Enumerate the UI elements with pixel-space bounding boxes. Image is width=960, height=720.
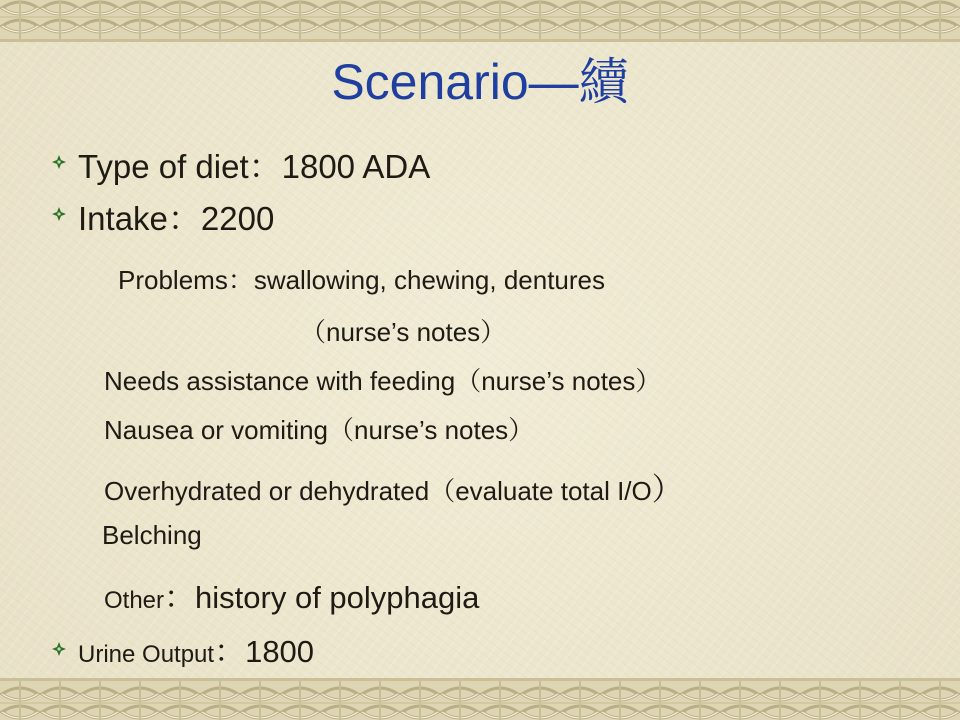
other-label: Other [104, 587, 165, 614]
hydration-line [104, 464, 683, 509]
slide-title: Scenario—續 [331, 54, 629, 110]
hydration-text: Overhydrated or dehydrated（evaluate total I/O [104, 476, 652, 506]
diamond-bullet-icon [52, 207, 66, 221]
other-line [104, 572, 479, 617]
urine-output-separator: ： [214, 634, 246, 669]
bullet-diet: Type of diet：1800 ADA [78, 148, 431, 185]
urine-output-value: 1800 [245, 634, 315, 669]
bullet-intake: Intake：2200 [78, 200, 275, 237]
bullet-urine-output [78, 626, 314, 671]
other-value: history of polyphagia [195, 580, 480, 615]
nausea-line: Nausea or vomiting（nurse’s notes） [104, 415, 535, 445]
belching-line: Belching [102, 520, 202, 550]
diamond-bullet-icon [52, 642, 66, 656]
feeding-line: Needs assistance with feeding（nurse’s notes） [104, 366, 662, 396]
nurses-notes-line: （nurse’s notes） [300, 317, 507, 347]
diamond-bullet-icon [52, 155, 66, 169]
decorative-border-top [0, 0, 960, 42]
other-separator: ： [164, 580, 196, 615]
problems-line: Problems：swallowing, chewing, dentures [118, 265, 606, 295]
urine-output-label: Urine Output [78, 641, 215, 668]
decorative-border-bottom [0, 678, 960, 720]
hydration-close-paren: ） [651, 472, 683, 507]
